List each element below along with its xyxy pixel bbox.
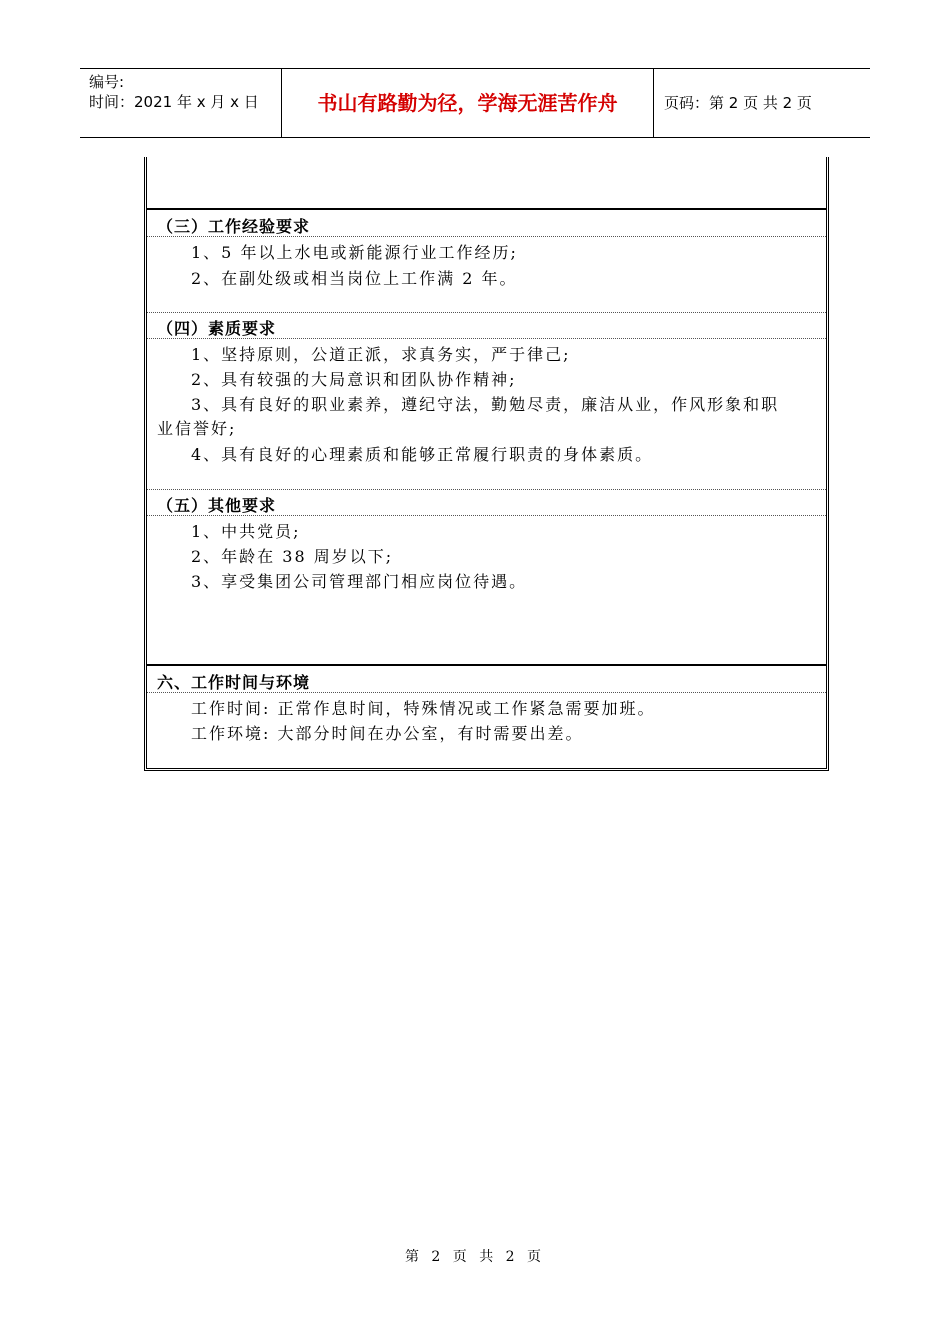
header-motto: 书山有路勤为径，学海无涯苦作舟 — [281, 69, 654, 137]
document-header — [80, 68, 870, 138]
dotted-divider — [147, 338, 826, 339]
section-title-work-env: 六、工作时间与环境 — [157, 673, 311, 692]
requirements-table — [144, 157, 829, 771]
list-item: 1、坚持原则，公道正派，求真务实，严于律己; — [191, 345, 571, 364]
divider — [147, 664, 826, 666]
list-item: 2、年龄在 38 周岁以下; — [191, 547, 394, 566]
number-label: 编号: — [89, 73, 125, 91]
header-meta — [80, 69, 281, 137]
list-item: 4、具有良好的心理素质和能够正常履行职责的身体素质。 — [191, 445, 654, 464]
dotted-divider — [147, 312, 826, 313]
date-label: 时间：2021 年 x 月 x 日 — [89, 93, 259, 111]
list-item: 业信誉好; — [157, 419, 237, 438]
page-footer: 第 2 页 共 2 页 — [404, 1249, 546, 1265]
dotted-divider — [147, 236, 826, 237]
list-item: 1、中共党员; — [191, 522, 301, 541]
list-item: 工作环境: 大部分时间在办公室，有时需要出差。 — [191, 724, 584, 743]
header-page-label: 页码：第 2 页 共 2 页 — [664, 94, 812, 112]
list-item: 3、享受集团公司管理部门相应岗位待遇。 — [191, 572, 528, 591]
section-title-experience: （三）工作经验要求 — [157, 217, 311, 236]
list-item: 2、具有较强的大局意识和团队协作精神; — [191, 370, 517, 389]
section-title-quality: （四）素质要求 — [157, 319, 277, 338]
dotted-divider — [147, 692, 826, 693]
section-title-other: （五）其他要求 — [157, 496, 277, 515]
list-item: 2、在副处级或相当岗位上工作满 2 年。 — [191, 269, 518, 288]
dotted-divider — [147, 515, 826, 516]
list-item: 工作时间: 正常作息时间，特殊情况或工作紧急需要加班。 — [191, 699, 656, 718]
dotted-divider — [147, 489, 826, 490]
list-item: 3、具有良好的职业素养，遵纪守法，勤勉尽责，廉洁从业，作风形象和职 — [191, 395, 780, 414]
list-item: 1、5 年以上水电或新能源行业工作经历; — [191, 243, 518, 262]
divider — [147, 208, 826, 210]
